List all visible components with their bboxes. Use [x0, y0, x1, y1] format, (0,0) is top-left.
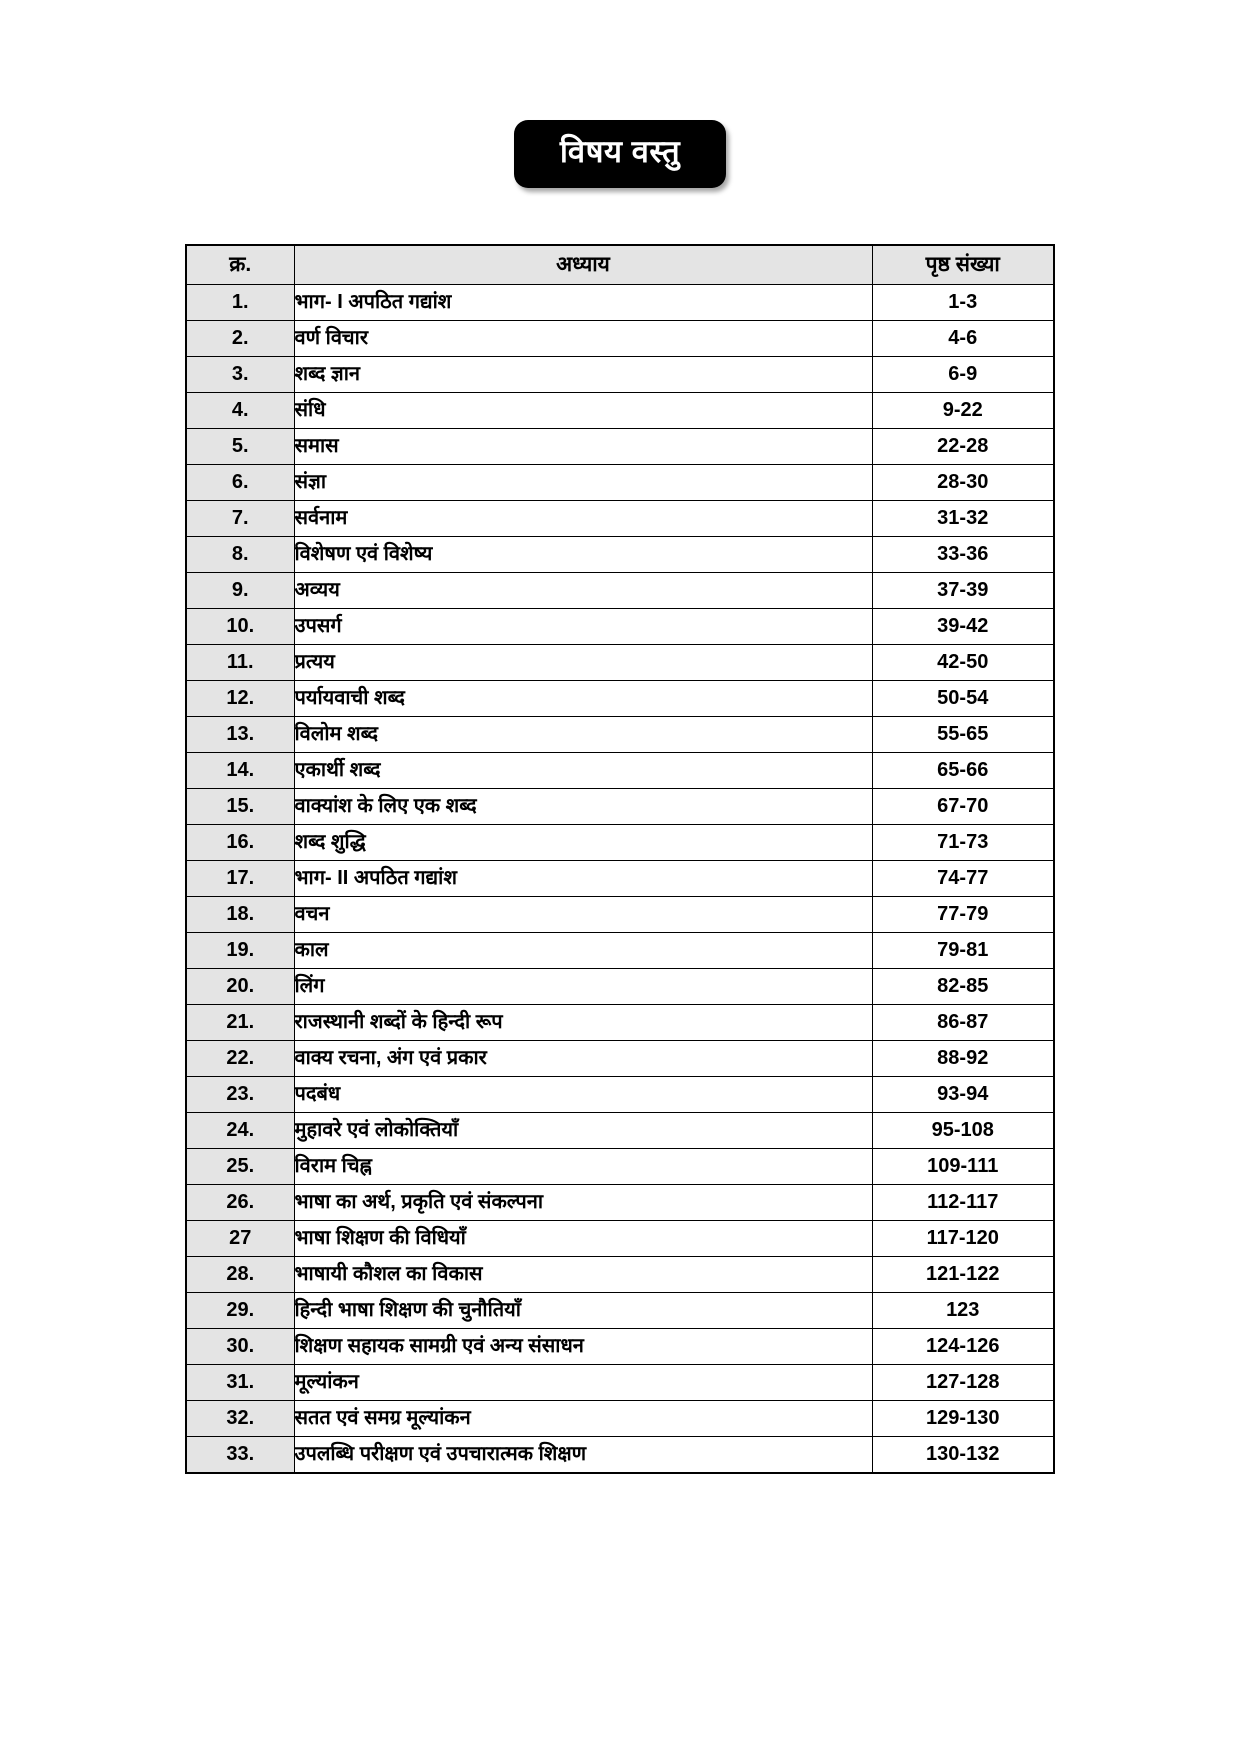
cell-serial-number: 7.	[186, 500, 294, 536]
cell-page-number: 33-36	[872, 536, 1054, 572]
cell-serial-number: 27	[186, 1220, 294, 1256]
cell-chapter-title: भाषायी कौशल का विकास	[294, 1256, 872, 1292]
cell-page-number: 55-65	[872, 716, 1054, 752]
cell-chapter-title: भाषा का अर्थ, प्रकृति एवं संकल्पना	[294, 1184, 872, 1220]
table-of-contents	[185, 244, 1055, 1474]
table-row	[186, 1112, 1054, 1148]
table-row	[186, 608, 1054, 644]
cell-chapter-title: उपसर्ग	[294, 608, 872, 644]
table-row	[186, 536, 1054, 572]
table-row	[186, 1076, 1054, 1112]
table-row	[186, 572, 1054, 608]
cell-chapter-title: संधि	[294, 392, 872, 428]
column-header-chapter: अध्याय	[294, 245, 872, 285]
cell-serial-number: 6.	[186, 464, 294, 500]
cell-page-number: 130-132	[872, 1436, 1054, 1473]
column-header-page-number: पृष्ठ संख्या	[872, 245, 1054, 285]
cell-serial-number: 23.	[186, 1076, 294, 1112]
cell-page-number: 74-77	[872, 860, 1054, 896]
title-area	[0, 0, 1240, 188]
cell-chapter-title: भाषा शिक्षण की विधियाँ	[294, 1220, 872, 1256]
cell-serial-number: 33.	[186, 1436, 294, 1473]
cell-serial-number: 12.	[186, 680, 294, 716]
cell-chapter-title: भाग- I अपठित गद्यांश	[294, 284, 872, 320]
cell-page-number: 88-92	[872, 1040, 1054, 1076]
table-row	[186, 284, 1054, 320]
cell-chapter-title: वर्ण विचार	[294, 320, 872, 356]
cell-chapter-title: पदबंध	[294, 1076, 872, 1112]
page-title: विषय वस्तु	[514, 120, 726, 188]
table-of-contents-area	[0, 244, 1240, 1474]
cell-page-number: 123	[872, 1292, 1054, 1328]
table-row	[186, 1364, 1054, 1400]
cell-serial-number: 8.	[186, 536, 294, 572]
cell-chapter-title: राजस्थानी शब्दों के हिन्दी रूप	[294, 1004, 872, 1040]
cell-serial-number: 30.	[186, 1328, 294, 1364]
table-row	[186, 392, 1054, 428]
cell-page-number: 124-126	[872, 1328, 1054, 1364]
cell-page-number: 129-130	[872, 1400, 1054, 1436]
table-row	[186, 428, 1054, 464]
cell-page-number: 117-120	[872, 1220, 1054, 1256]
table-row	[186, 1292, 1054, 1328]
cell-page-number: 93-94	[872, 1076, 1054, 1112]
cell-chapter-title: मुहावरे एवं लोकोक्तियाँ	[294, 1112, 872, 1148]
cell-page-number: 79-81	[872, 932, 1054, 968]
cell-page-number: 37-39	[872, 572, 1054, 608]
cell-chapter-title: प्रत्यय	[294, 644, 872, 680]
cell-serial-number: 14.	[186, 752, 294, 788]
cell-page-number: 67-70	[872, 788, 1054, 824]
cell-serial-number: 22.	[186, 1040, 294, 1076]
cell-page-number: 109-111	[872, 1148, 1054, 1184]
table-row	[186, 1436, 1054, 1473]
cell-page-number: 77-79	[872, 896, 1054, 932]
cell-serial-number: 4.	[186, 392, 294, 428]
cell-serial-number: 10.	[186, 608, 294, 644]
cell-serial-number: 32.	[186, 1400, 294, 1436]
cell-serial-number: 2.	[186, 320, 294, 356]
cell-chapter-title: हिन्दी भाषा शिक्षण की चुनौतियाँ	[294, 1292, 872, 1328]
table-row	[186, 968, 1054, 1004]
cell-serial-number: 26.	[186, 1184, 294, 1220]
cell-page-number: 22-28	[872, 428, 1054, 464]
cell-chapter-title: सर्वनाम	[294, 500, 872, 536]
cell-chapter-title: लिंग	[294, 968, 872, 1004]
table-row	[186, 716, 1054, 752]
table-row	[186, 1400, 1054, 1436]
cell-chapter-title: मूल्यांकन	[294, 1364, 872, 1400]
cell-serial-number: 28.	[186, 1256, 294, 1292]
cell-serial-number: 17.	[186, 860, 294, 896]
cell-serial-number: 15.	[186, 788, 294, 824]
cell-chapter-title: सतत एवं समग्र मूल्यांकन	[294, 1400, 872, 1436]
table-row	[186, 644, 1054, 680]
cell-page-number: 28-30	[872, 464, 1054, 500]
cell-page-number: 50-54	[872, 680, 1054, 716]
table-row	[186, 824, 1054, 860]
cell-page-number: 121-122	[872, 1256, 1054, 1292]
cell-chapter-title: शिक्षण सहायक सामग्री एवं अन्य संसाधन	[294, 1328, 872, 1364]
column-header-serial-number: क्र.	[186, 245, 294, 285]
table-row	[186, 1040, 1054, 1076]
cell-chapter-title: भाग- II अपठित गद्यांश	[294, 860, 872, 896]
cell-page-number: 86-87	[872, 1004, 1054, 1040]
cell-serial-number: 24.	[186, 1112, 294, 1148]
cell-chapter-title: शब्द शुद्धि	[294, 824, 872, 860]
cell-chapter-title: वाक्यांश के लिए एक शब्द	[294, 788, 872, 824]
table-header	[186, 245, 1054, 285]
cell-chapter-title: उपलब्धि परीक्षण एवं उपचारात्मक शिक्षण	[294, 1436, 872, 1473]
cell-chapter-title: शब्द ज्ञान	[294, 356, 872, 392]
table-row	[186, 752, 1054, 788]
table-row	[186, 932, 1054, 968]
table-row	[186, 1148, 1054, 1184]
cell-serial-number: 19.	[186, 932, 294, 968]
cell-chapter-title: संज्ञा	[294, 464, 872, 500]
cell-serial-number: 1.	[186, 284, 294, 320]
cell-page-number: 9-22	[872, 392, 1054, 428]
table-row	[186, 680, 1054, 716]
cell-serial-number: 29.	[186, 1292, 294, 1328]
cell-page-number: 31-32	[872, 500, 1054, 536]
cell-serial-number: 18.	[186, 896, 294, 932]
cell-page-number: 1-3	[872, 284, 1054, 320]
table-row	[186, 1256, 1054, 1292]
cell-serial-number: 9.	[186, 572, 294, 608]
cell-page-number: 6-9	[872, 356, 1054, 392]
cell-serial-number: 20.	[186, 968, 294, 1004]
table-row	[186, 1184, 1054, 1220]
cell-page-number: 71-73	[872, 824, 1054, 860]
table-row	[186, 896, 1054, 932]
cell-chapter-title: विलोम शब्द	[294, 716, 872, 752]
cell-chapter-title: वाक्य रचना, अंग एवं प्रकार	[294, 1040, 872, 1076]
cell-page-number: 65-66	[872, 752, 1054, 788]
table-row	[186, 1220, 1054, 1256]
cell-serial-number: 21.	[186, 1004, 294, 1040]
cell-chapter-title: विराम चिह्न	[294, 1148, 872, 1184]
table-row	[186, 464, 1054, 500]
cell-page-number: 42-50	[872, 644, 1054, 680]
table-body	[186, 284, 1054, 1473]
cell-serial-number: 16.	[186, 824, 294, 860]
cell-serial-number: 13.	[186, 716, 294, 752]
cell-serial-number: 25.	[186, 1148, 294, 1184]
cell-page-number: 4-6	[872, 320, 1054, 356]
cell-serial-number: 3.	[186, 356, 294, 392]
cell-chapter-title: एकार्थी शब्द	[294, 752, 872, 788]
table-header-row	[186, 245, 1054, 285]
cell-chapter-title: वचन	[294, 896, 872, 932]
cell-chapter-title: पर्यायवाची शब्द	[294, 680, 872, 716]
table-row	[186, 320, 1054, 356]
cell-chapter-title: अव्यय	[294, 572, 872, 608]
cell-page-number: 39-42	[872, 608, 1054, 644]
cell-serial-number: 11.	[186, 644, 294, 680]
cell-page-number: 82-85	[872, 968, 1054, 1004]
cell-page-number: 95-108	[872, 1112, 1054, 1148]
cell-chapter-title: काल	[294, 932, 872, 968]
cell-chapter-title: समास	[294, 428, 872, 464]
table-row	[186, 860, 1054, 896]
cell-page-number: 127-128	[872, 1364, 1054, 1400]
table-row	[186, 500, 1054, 536]
table-row	[186, 356, 1054, 392]
cell-chapter-title: विशेषण एवं विशेष्य	[294, 536, 872, 572]
table-row	[186, 788, 1054, 824]
cell-serial-number: 31.	[186, 1364, 294, 1400]
cell-serial-number: 5.	[186, 428, 294, 464]
table-row	[186, 1004, 1054, 1040]
cell-page-number: 112-117	[872, 1184, 1054, 1220]
table-row	[186, 1328, 1054, 1364]
